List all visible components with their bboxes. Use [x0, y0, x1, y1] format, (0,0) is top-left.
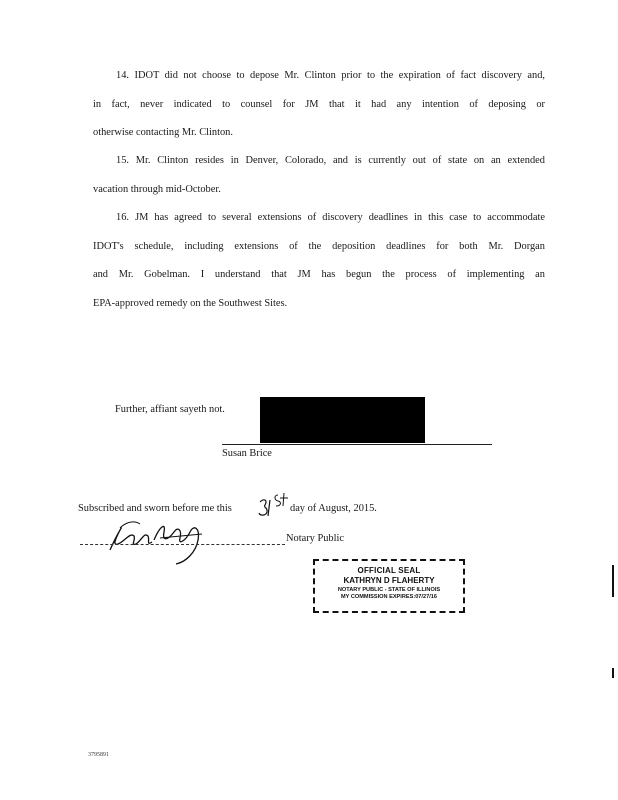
signature-line: [222, 444, 492, 445]
paragraph-15-line-1: [93, 147, 545, 176]
paragraph-14-line-1: [93, 62, 545, 91]
seal-title: OFFICIAL SEAL: [357, 566, 421, 575]
notary-label: Notary Public: [286, 533, 345, 544]
signer-name: Susan Brice: [222, 448, 272, 459]
document-id: 3795891: [88, 752, 109, 758]
paragraph-15-line-2: vacation through mid-October.: [93, 183, 221, 195]
seal-state: NOTARY PUBLIC - STATE OF ILLINOIS: [337, 587, 441, 593]
paragraph-15-number: 15.: [116, 155, 129, 166]
redacted-signature: [260, 397, 425, 443]
seal-expiry: MY COMMISSION EXPIRES:07/27/16: [341, 594, 437, 600]
paragraph-14-text-1: IDOT did not choose to depose Mr. Clinton prior to the expiration of fact discovery and,: [134, 70, 545, 81]
paragraph-16-line-2: IDOT's schedule, including extensions of the deposition deadlines for both Mr. Dorgan: [93, 240, 545, 252]
paragraph-15: [93, 147, 545, 204]
paragraph-14-number: 14.: [116, 70, 129, 81]
paragraph-14-line-3: otherwise contacting Mr. Clinton.: [93, 127, 233, 138]
official-seal: [313, 559, 465, 613]
notary-signature-line: [80, 544, 285, 545]
notary-signature: [90, 510, 240, 570]
paragraph-16-line-4: EPA-approved remedy on the Southwest Sites.: [93, 297, 288, 309]
paragraph-16-line-3: and Mr. Gobelman. I understand that JM has begun the process of implementing an: [93, 269, 545, 280]
paragraph-16-number: 16.: [116, 212, 129, 223]
paragraph-15-text-1: Mr. Clinton resides in Denver, Colorado, and is currently out of state on an extended: [135, 155, 545, 166]
scan-edge-mark: [612, 668, 614, 678]
paragraph-14-line-2: in fact, never indicated to counsel for JM that it had any intention of deposing or: [93, 98, 545, 110]
handwritten-day: [256, 492, 290, 520]
paragraph-14: [93, 62, 545, 148]
closing-statement: Further, affiant sayeth not.: [115, 404, 225, 415]
paragraph-16: [93, 204, 545, 318]
scan-edge-mark: [612, 565, 614, 597]
jurat-prefix: Subscribed and sworn before me this: [78, 503, 232, 514]
jurat-suffix: day of August, 2015.: [290, 503, 377, 514]
paragraph-16-line-1: [93, 204, 545, 233]
seal-name: KATHRYN D FLAHERTY: [343, 576, 435, 585]
paragraph-16-text-1: JM has agreed to several extensions of discovery deadlines in this case to accommodate: [135, 212, 545, 223]
